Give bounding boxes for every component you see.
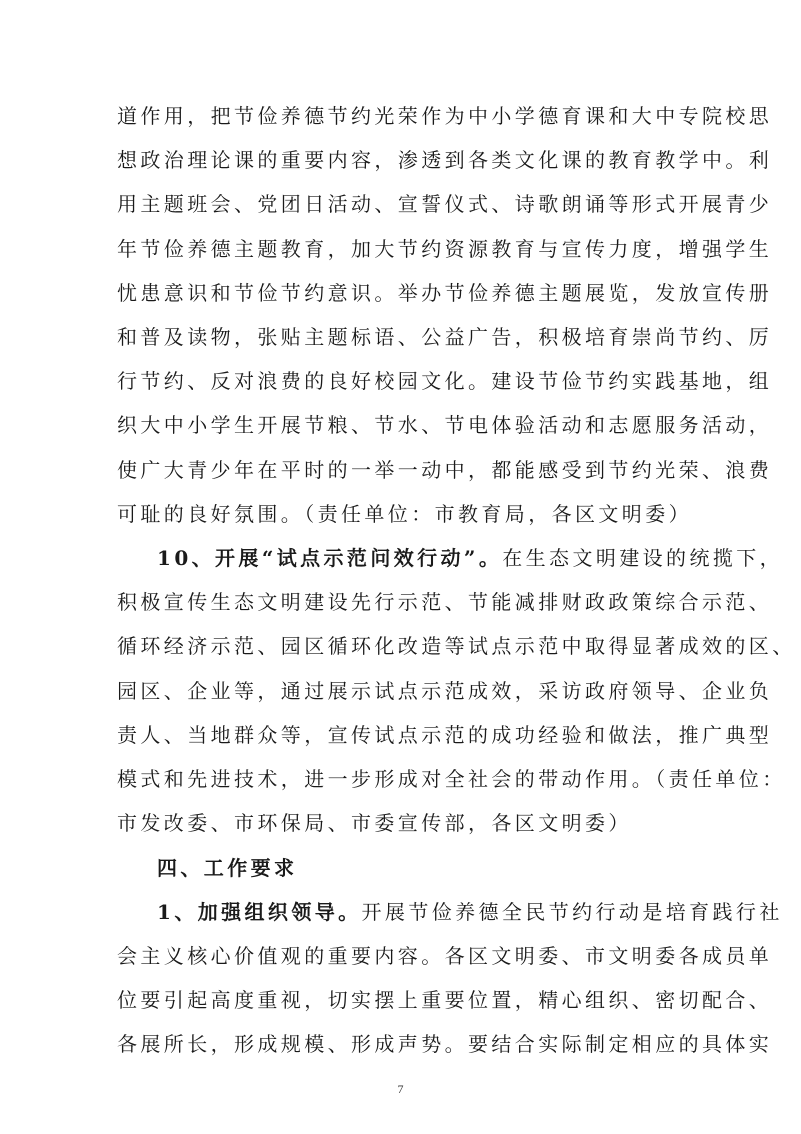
text-line: 使广大青少年在平时的一举一动中，都能感受到节约光荣、浪费 bbox=[117, 458, 773, 482]
item-1-lead: 1、加强组织领导。 bbox=[157, 900, 362, 924]
text-line: 市发改委、市环保局、市委宣传部，各区文明委） bbox=[117, 811, 632, 835]
text-line: 园区、企业等，通过展示试点示范成效，采访政府领导、企业负 bbox=[117, 679, 773, 703]
text-line: 道作用，把节俭养德节约光荣作为中小学德育课和大中专院校思 bbox=[117, 104, 773, 128]
text-line: 循环经济示范、园区循环化改造等试点示范中取得显著成效的区、 bbox=[117, 634, 796, 658]
text-line: 行节约、反对浪费的良好校园文化。建设节俭节约实践基地，组 bbox=[117, 369, 773, 393]
section-heading: 四、工作要求 bbox=[157, 856, 298, 880]
text-line: 位要引起高度重视，切实摆上重要位置，精心组织、密切配合、 bbox=[117, 988, 773, 1012]
text-line: 用主题班会、党团日活动、宣誓仪式、诗歌朗诵等形式开展青少 bbox=[117, 192, 773, 216]
item-10-lead: 10、开展“试点示范问效行动”。 bbox=[157, 546, 503, 570]
text-line: 积极宣传生态文明建设先行示范、节能减排财政政策综合示范、 bbox=[117, 590, 773, 614]
text-line: 年节俭养德主题教育，加大节约资源教育与宣传力度，增强学生 bbox=[117, 237, 773, 261]
text-line: 和普及读物，张贴主题标语、公益广告，积极培育崇尚节约、厉 bbox=[117, 325, 773, 349]
item-1-first-rest: 开展节俭养德全民节约行动是培育践行社 bbox=[361, 900, 783, 924]
text-line: 忧患意识和节俭节约意识。举办节俭养德主题展览，发放宣传册 bbox=[117, 281, 773, 305]
text-line: 各展所长，形成规模、形成声势。要结合实际制定相应的具体实 bbox=[117, 1032, 773, 1056]
text-line: 责人、当地群众等，宣传试点示范的成功经验和做法，推广典型 bbox=[117, 723, 773, 747]
text-line: 可耻的良好氛围。（责任单位：市教育局，各区文明委） bbox=[117, 502, 692, 526]
item-1-first-line bbox=[157, 899, 783, 925]
text-line: 织大中小学生开展节粮、节水、节电体验活动和志愿服务活动， bbox=[117, 413, 773, 437]
text-line: 想政治理论课的重要内容，渗透到各类文化课的教育教学中。利 bbox=[117, 148, 773, 172]
text-line: 会主义核心价值观的重要内容。各区文明委、市文明委各成员单 bbox=[117, 944, 773, 968]
item-10-first-line bbox=[157, 545, 783, 571]
item-10-first-rest: 在生态文明建设的统揽下， bbox=[502, 546, 784, 570]
page-number: 7 bbox=[397, 1082, 404, 1096]
text-line: 模式和先进技术，进一步形成对全社会的带动作用。（责任单位： bbox=[117, 767, 786, 791]
